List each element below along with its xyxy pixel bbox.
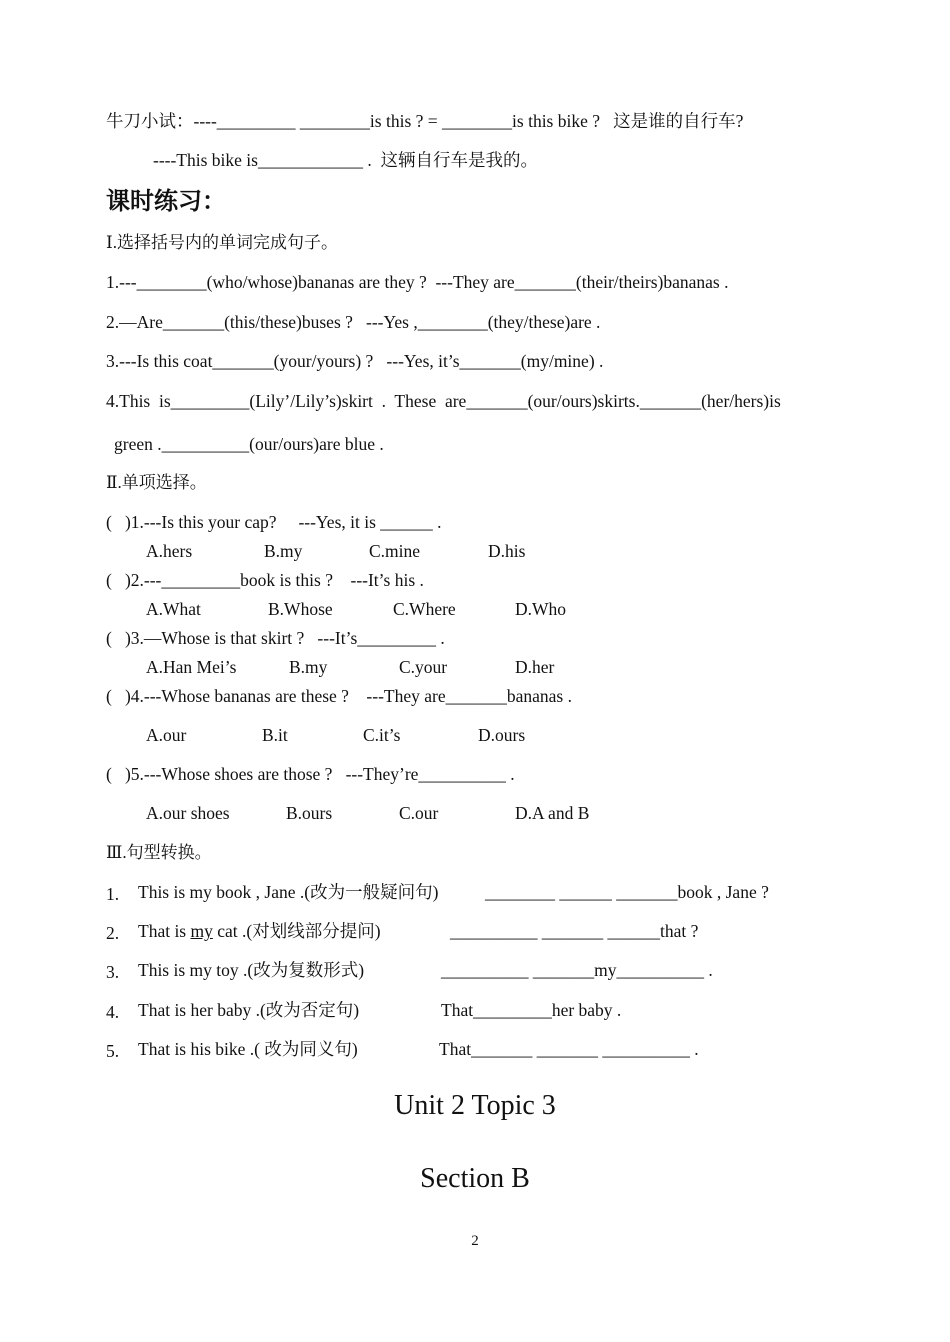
mc-question-2: ( )2.---_________book is this ? ---It’s his . bbox=[106, 570, 424, 590]
transform-answer: That_______ _______ __________ . bbox=[439, 1039, 699, 1059]
item-number: 2. bbox=[106, 923, 120, 943]
section-title: Section B bbox=[420, 1163, 530, 1194]
transform-answer: That_________her baby . bbox=[441, 1000, 622, 1020]
section-1-item: 1.---________(who/whose)bananas are they ? ---They are_______(their/theirs)bananas . bbox=[106, 272, 729, 292]
mc-option: C.it’s bbox=[363, 725, 401, 745]
page-number: 2 bbox=[471, 1233, 479, 1249]
mc-option: B.my bbox=[264, 541, 303, 561]
item-number: 5. bbox=[106, 1041, 120, 1061]
intro-line-2: ----This bike is____________ . 这辆自行车是我的。 bbox=[153, 150, 538, 170]
mc-option: C.Where bbox=[393, 599, 456, 619]
section-1-item: 4.This is_________(Lily’/Lily’s)skirt . These are_______(our/ours)skirts._______(her/hers)is bbox=[106, 391, 781, 411]
unit-title: Unit 2 Topic 3 bbox=[394, 1090, 556, 1121]
transform-sentence: That is her baby .(改为否定句) bbox=[138, 1000, 360, 1020]
mc-option: B.it bbox=[262, 725, 288, 745]
section-1-item: 3.---Is this coat_______(your/yours) ? ---Yes, it’s_______(my/mine) . bbox=[106, 351, 604, 371]
transform-sentence: This is my book , Jane .(改为一般疑问句) bbox=[138, 882, 439, 902]
mc-option: D.Who bbox=[515, 599, 567, 619]
mc-option: B.Whose bbox=[268, 599, 333, 619]
underlined-word: my bbox=[190, 921, 213, 941]
section-1-item: green .__________(our/ours)are blue . bbox=[114, 434, 384, 454]
mc-question-5: ( )5.---Whose shoes are those ? ---They’re__________ . bbox=[106, 764, 515, 784]
transform-sentence: This is my toy .(改为复数形式) bbox=[138, 960, 365, 980]
mc-option: D.ours bbox=[478, 725, 526, 745]
mc-option: A.our shoes bbox=[146, 803, 230, 823]
mc-option: B.ours bbox=[286, 803, 333, 823]
mc-option: C.mine bbox=[369, 541, 421, 561]
item-number: 3. bbox=[106, 962, 120, 982]
mc-option: D.A and B bbox=[515, 803, 590, 823]
exercise-heading: 课时练习： bbox=[106, 187, 226, 215]
transform-answer: ________ ______ _______book , Jane ? bbox=[485, 882, 769, 902]
intro-line-1: 牛刀小试：----_________ ________is this ? = ________is this bike ? 这是谁的自行车? bbox=[106, 111, 744, 131]
item-number: 1. bbox=[106, 884, 120, 904]
transform-sentence: That is my cat .(对划线部分提问) bbox=[138, 921, 381, 941]
mc-question-3: ( )3.—Whose is that skirt ? ---It’s_________ . bbox=[106, 628, 445, 648]
item-number: 4. bbox=[106, 1002, 120, 1022]
mc-question-4: ( )4.---Whose bananas are these ? ---They are_______bananas . bbox=[106, 686, 572, 706]
mc-option: A.Han Mei’s bbox=[146, 657, 237, 677]
mc-option: D.her bbox=[515, 657, 555, 677]
mc-option: C.your bbox=[399, 657, 448, 677]
transform-sentence: That is his bike .( 改为同义句) bbox=[138, 1039, 358, 1059]
mc-option: A.hers bbox=[146, 541, 193, 561]
section-1-title: Ⅰ.选择括号内的单词完成句子。 bbox=[106, 233, 338, 252]
transform-answer: __________ _______my__________ . bbox=[441, 960, 713, 980]
mc-option: A.What bbox=[146, 599, 201, 619]
mc-question-1: ( )1.---Is this your cap? ---Yes, it is ______ . bbox=[106, 512, 442, 532]
mc-option: C.our bbox=[399, 803, 439, 823]
section-3-title: Ⅲ.句型转换。 bbox=[106, 843, 212, 862]
mc-option: A.our bbox=[146, 725, 187, 745]
section-2-title: Ⅱ.单项选择。 bbox=[106, 473, 207, 492]
mc-option: B.my bbox=[289, 657, 328, 677]
mc-option: D.his bbox=[488, 541, 526, 561]
transform-answer: __________ _______ ______that ? bbox=[450, 921, 699, 941]
section-1-item: 2.—Are_______(this/these)buses ? ---Yes ,________(they/these)are . bbox=[106, 312, 601, 332]
